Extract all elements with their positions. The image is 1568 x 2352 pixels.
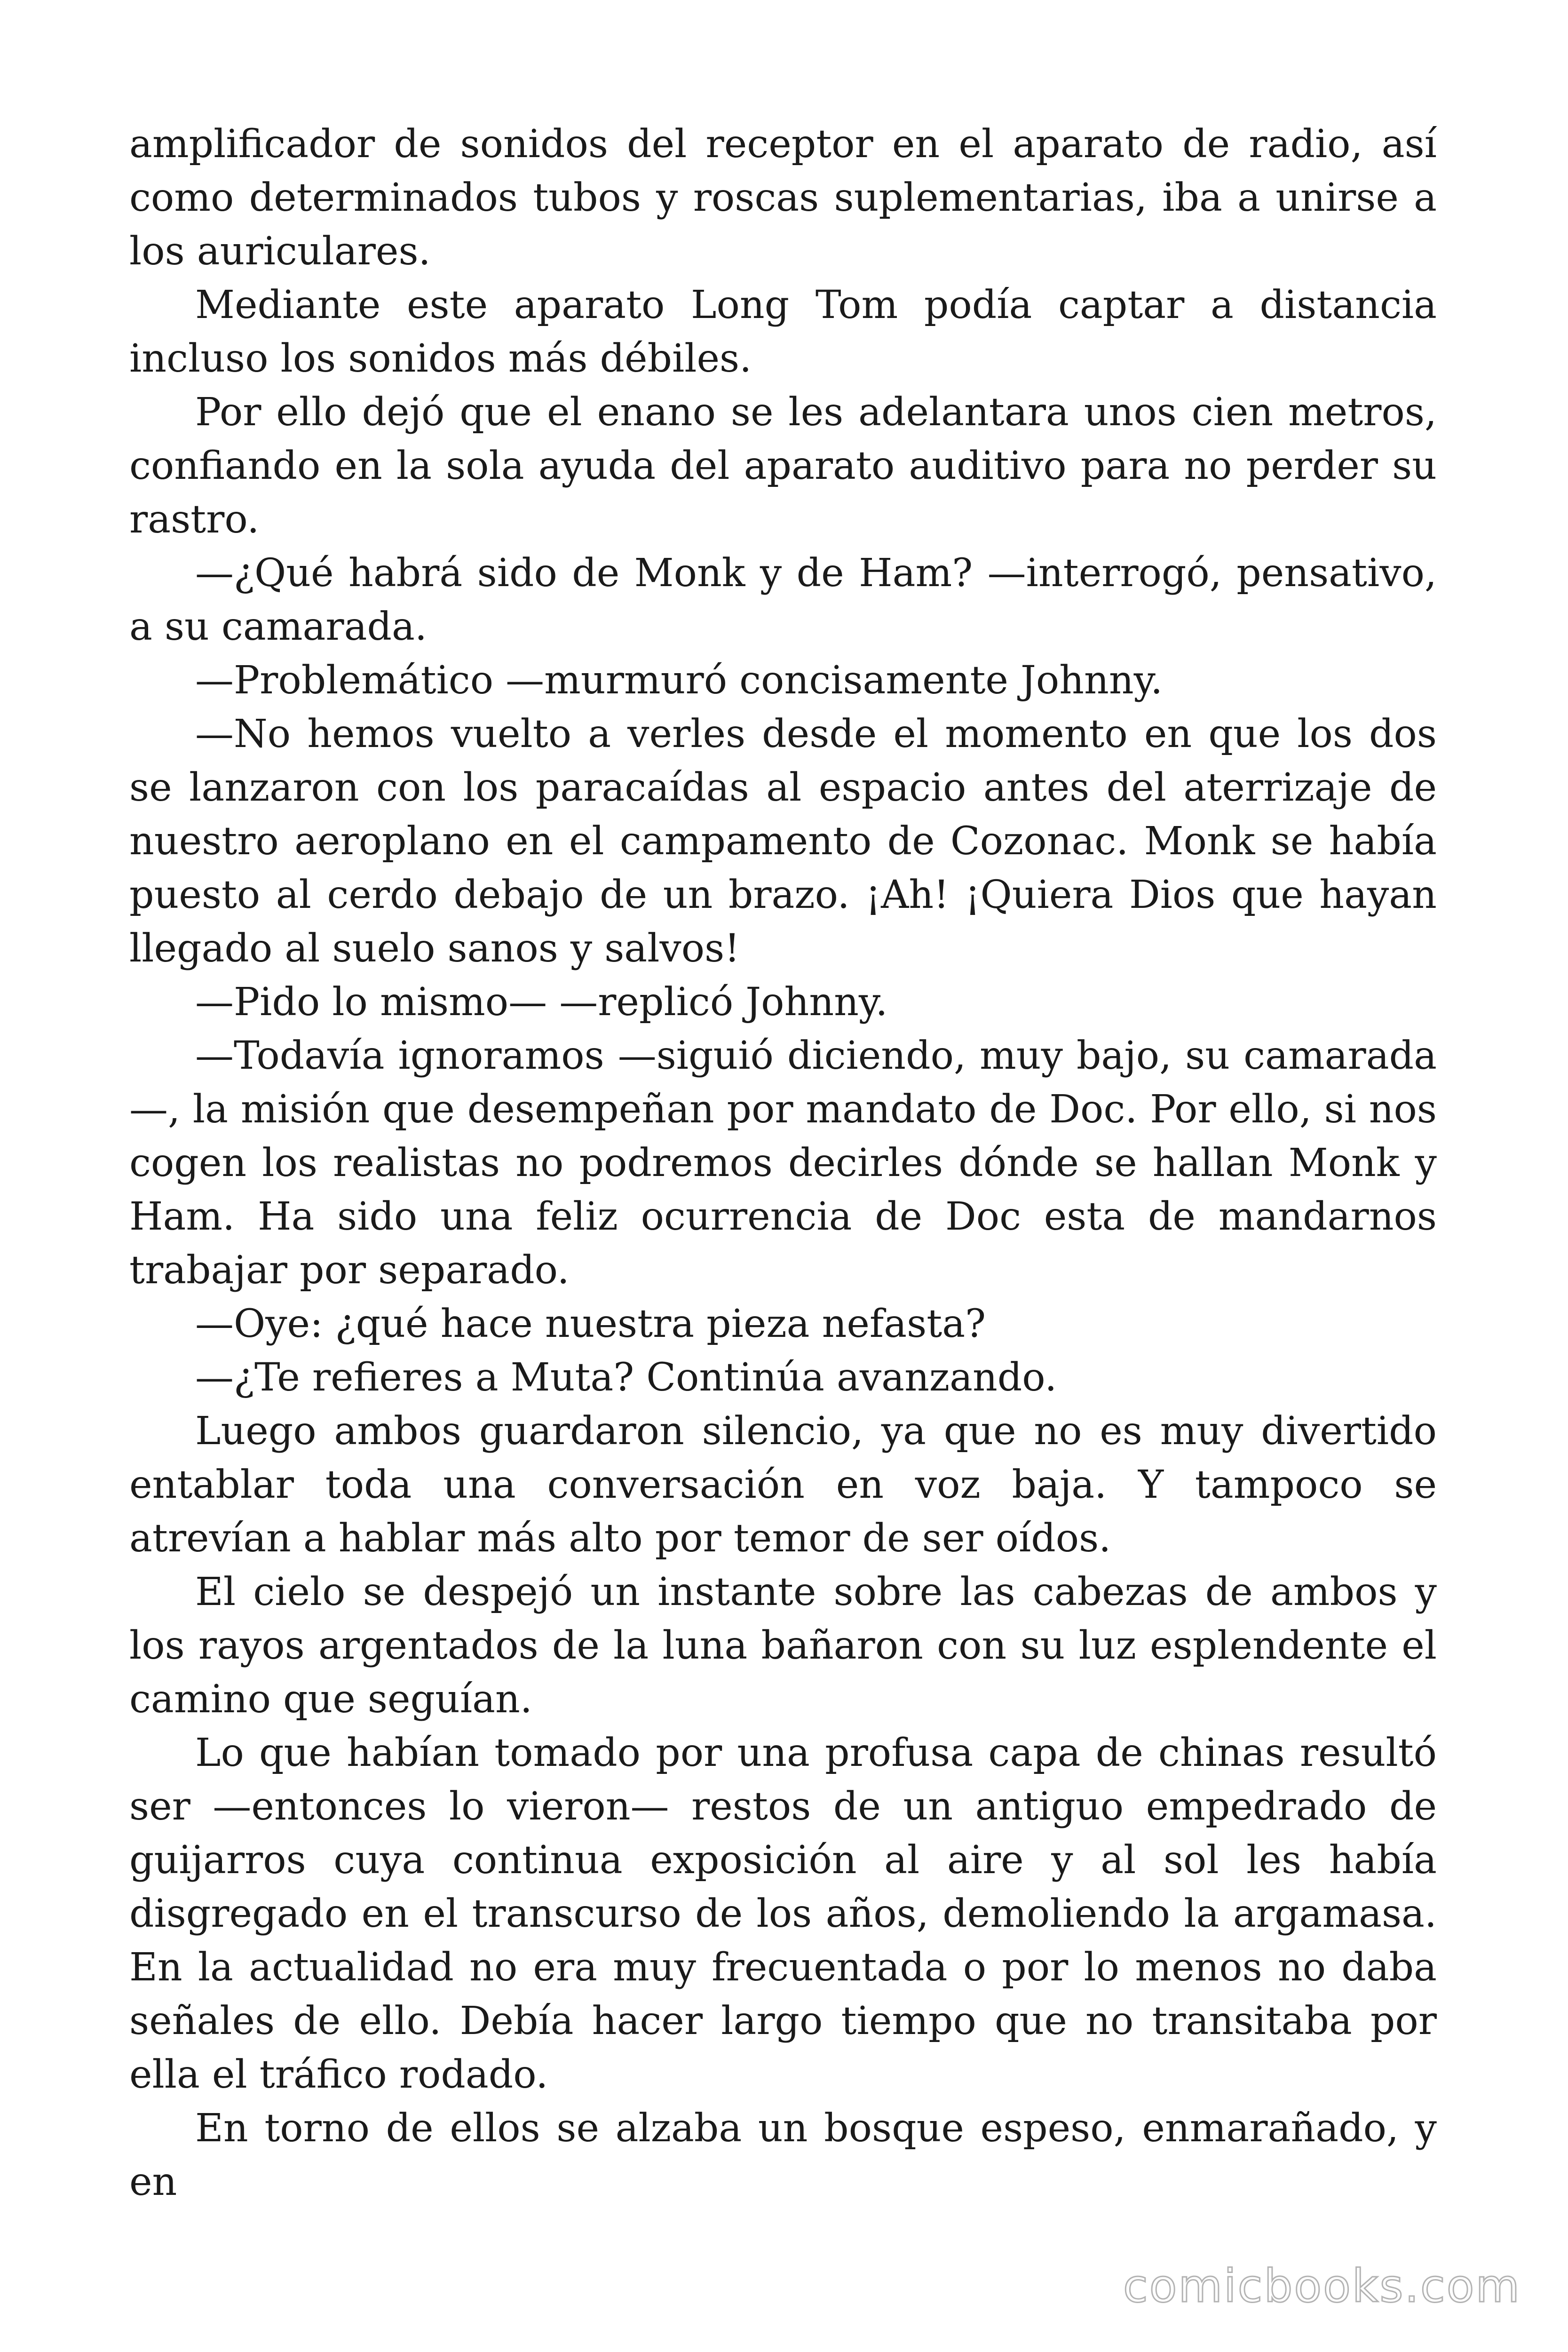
paragraph-1: amplificador de sonidos del receptor en el aparato de radio, así como determinados tubos y roscas suplementarias, iba a unirse a los auriculares. bbox=[129, 122, 1437, 274]
paragraph-9: —Oye: ¿qué hace nuestra pieza nefasta? bbox=[195, 1302, 986, 1346]
paragraph-7: —Pido lo mismo— —replicó Johnny. bbox=[195, 980, 888, 1025]
paragraph-8: —Todavía ignoramos —siguió diciendo, muy bajo, su camarada —, la misión que desempeñan por mandato de Doc. Por ello, si nos cogen los realistas no podremos decirles dónde se hallan Monk y Ham. Ha sido una feliz ocurrencia de Doc esta de mandarnos trabajar por separado. bbox=[129, 1033, 1437, 1293]
paragraph-5: —Problemático —murmuró concisamente Johnny. bbox=[195, 658, 1163, 703]
paragraph-11: Luego ambos guardaron silencio, ya que no es muy divertido entablar toda una conversación en voz baja. Y tampoco se atrevían a hablar más alto por temor de ser oídos. bbox=[129, 1409, 1437, 1561]
paragraph-12: El cielo se despejó un instante sobre las cabezas de ambos y los rayos argentados de la luna bañaron con su luz esplendente el camino que seguían. bbox=[129, 1570, 1437, 1722]
paragraph-6: —No hemos vuelto a verles desde el momento en que los dos se lanzaron con los paracaídas al espacio antes del aterrizaje de nuestro aeroplano en el campamento de Cozonac. Monk se había puesto al cerdo debajo de un brazo. ¡Ah! ¡Quiera Dios que hayan llegado al suelo sanos y salvos! bbox=[129, 712, 1437, 971]
paragraph-4: —¿Qué habrá sido de Monk y de Ham? —interrogó, pensativo, a su camarada. bbox=[129, 551, 1437, 649]
page-body bbox=[129, 118, 1437, 2209]
paragraph-3: Por ello dejó que el enano se les adelantara unos cien metros, confiando en la sola ayuda del aparato auditivo para no perder su rastro. bbox=[129, 390, 1437, 542]
paragraph-10: —¿Te refieres a Muta? Continúa avanzando. bbox=[195, 1355, 1057, 1400]
paragraph-14: En torno de ellos se alzaba un bosque espeso, enmarañado, y en bbox=[129, 2106, 1437, 2204]
paragraph-2: Mediante este aparato Long Tom podía captar a distancia incluso los sonidos más débiles. bbox=[129, 283, 1437, 381]
paragraph-13: Lo que habían tomado por una profusa capa de chinas resultó ser —entonces lo vieron— restos de un antiguo empedrado de guijarros cuya continua exposición al aire y al sol les había disgregado en el transcurso de los años, demoliendo la argamasa. En la actualidad no era muy frecuentada o por lo menos no daba señales de ello. Debía hacer largo tiempo que no transitaba por ella el tráfico rodado. bbox=[129, 1731, 1437, 2097]
watermark-text: comicbooks.com bbox=[1123, 2260, 1521, 2312]
